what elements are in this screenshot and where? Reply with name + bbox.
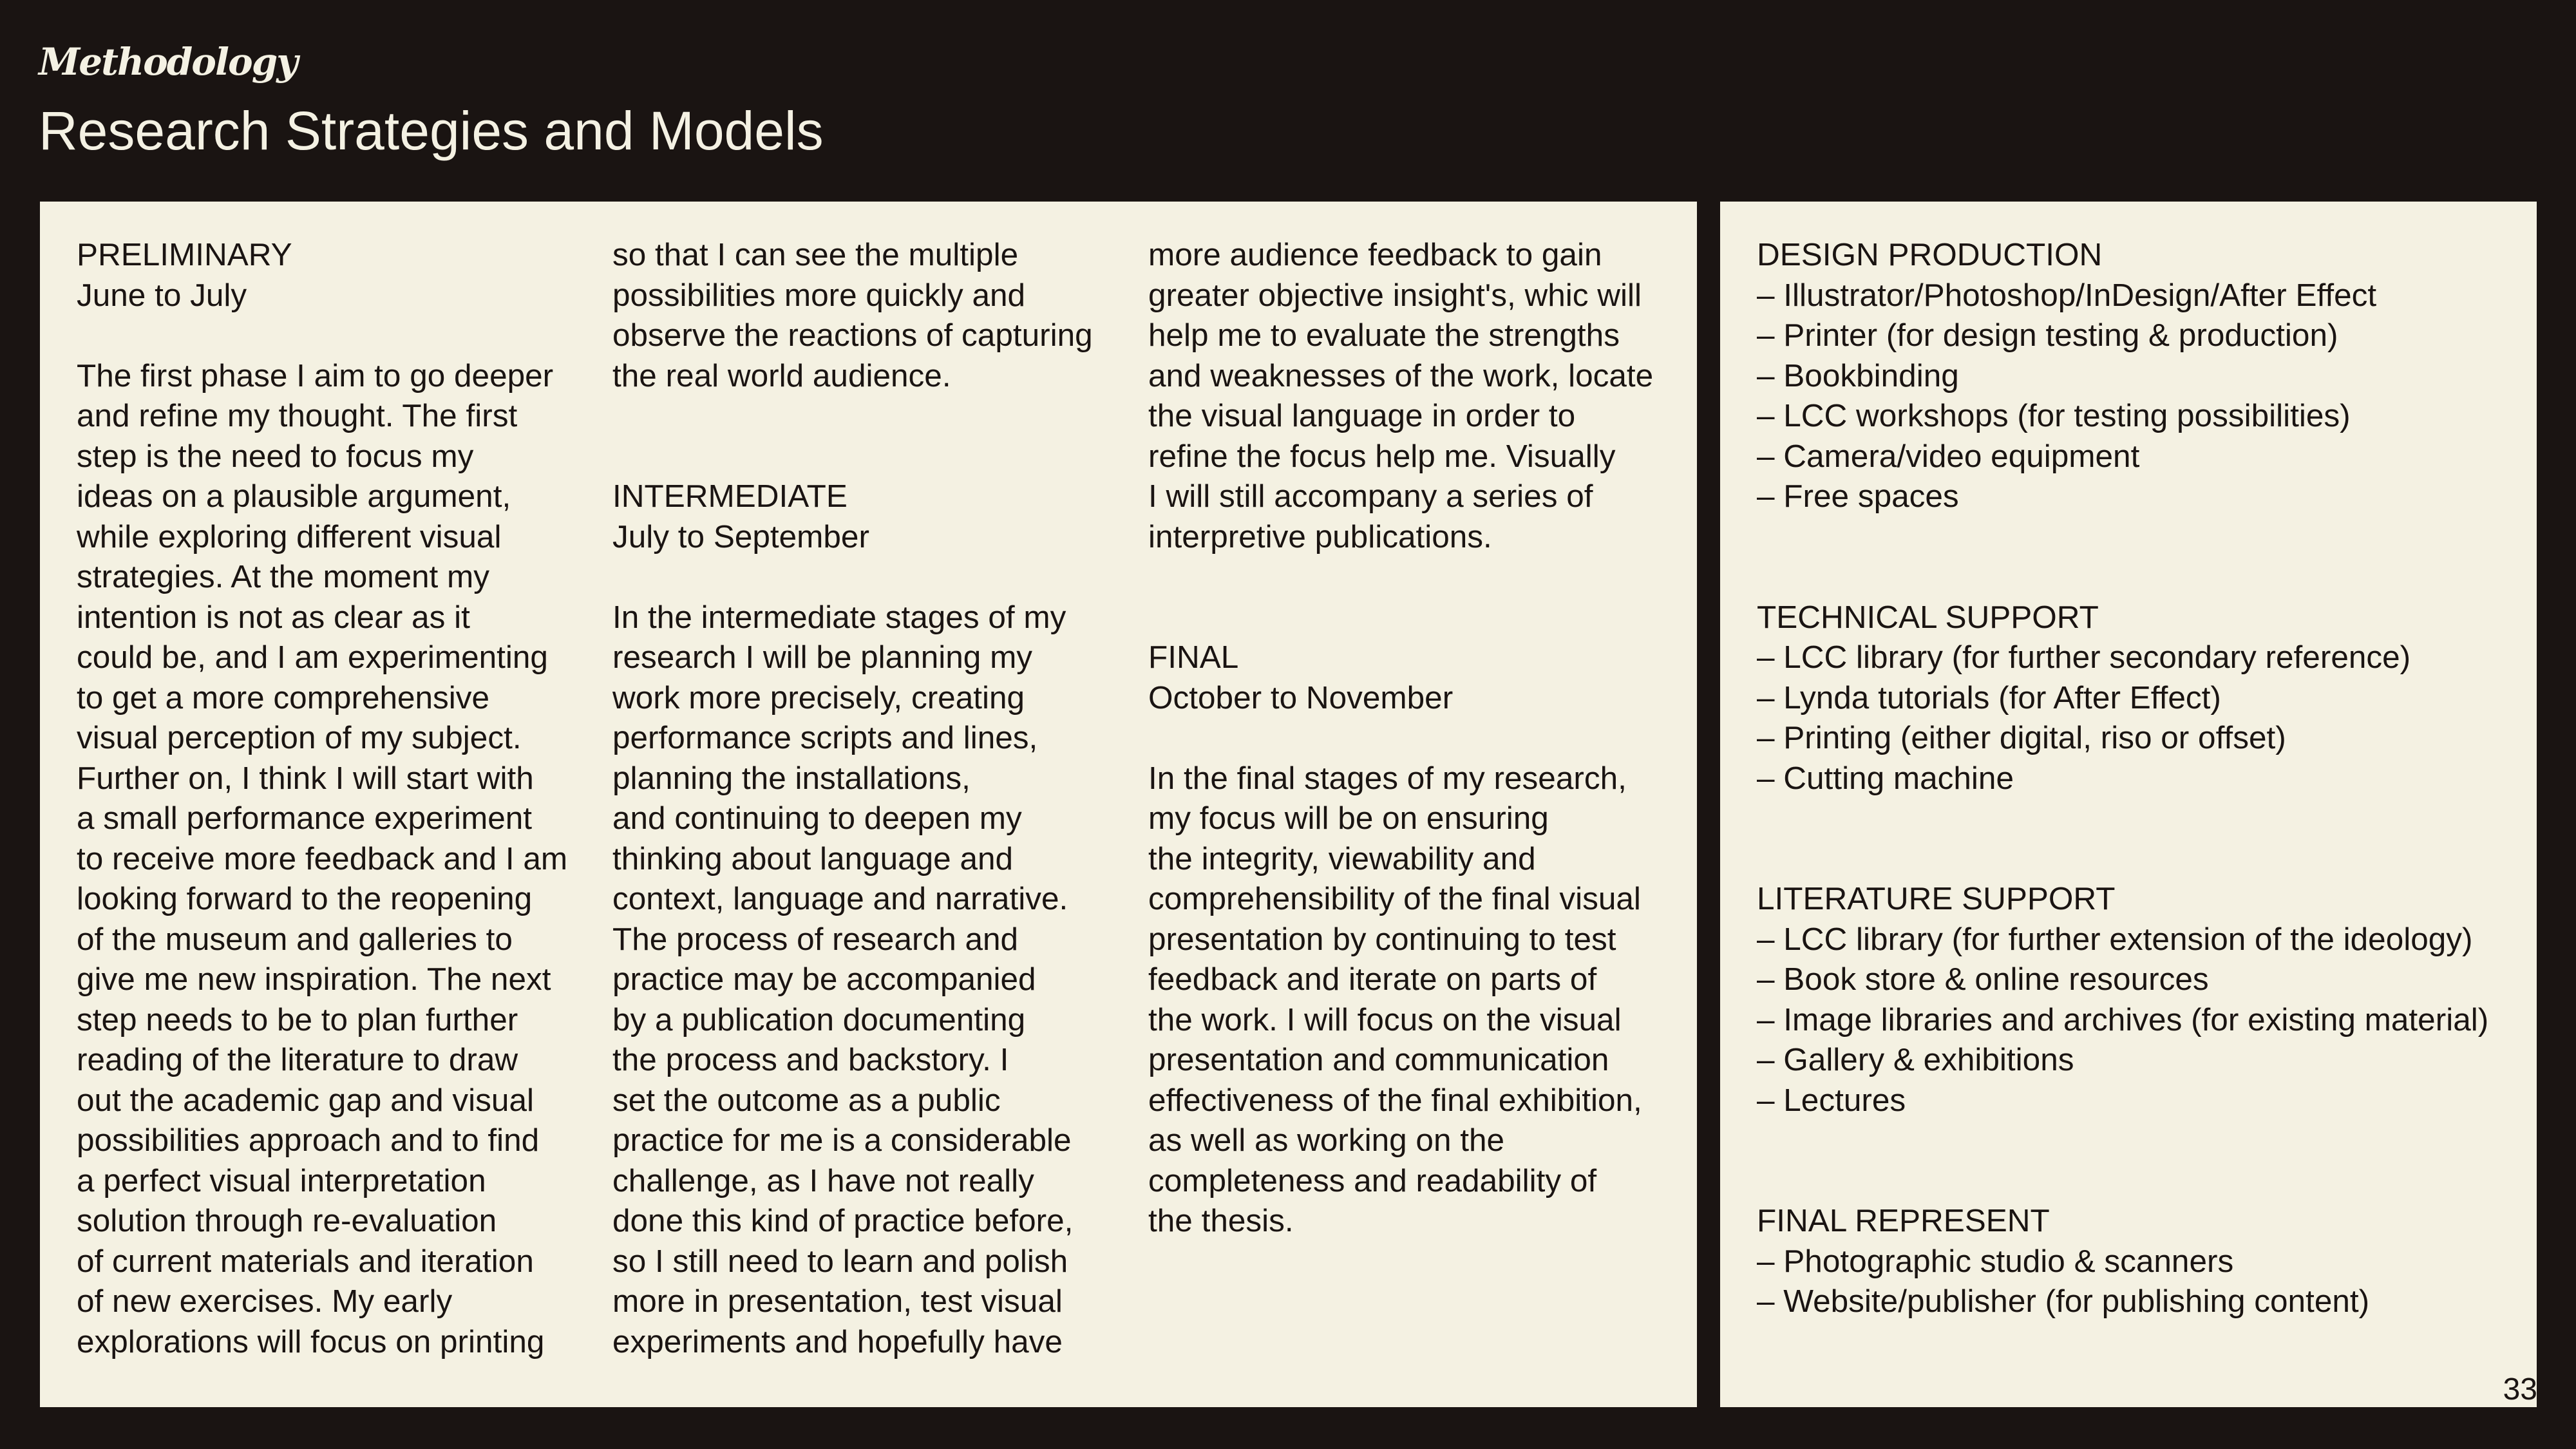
text-line: step needs to be to plan further — [77, 1001, 518, 1037]
text-line: observe the reactions of capturing — [612, 317, 1093, 353]
text-line: context, language and narrative. — [612, 881, 1068, 916]
column-preliminary — [77, 235, 585, 1362]
text-line: so that I can see the multiple — [612, 237, 1019, 272]
list-item: – LCC library (for further secondary reference) — [1757, 639, 2411, 675]
text-line: to receive more feedback and I am — [77, 840, 568, 876]
text-line: performance scripts and lines, — [612, 720, 1038, 755]
methodology-logo: Methodology — [39, 40, 297, 84]
text-line: as well as working on the — [1148, 1122, 1505, 1158]
text-line: the integrity, viewability and — [1148, 840, 1536, 876]
resources-panel — [1720, 202, 2537, 1407]
text-line: possibilities approach and to find — [77, 1122, 540, 1158]
text-line: to get a more comprehensive — [77, 679, 490, 715]
list-item: – Photographic studio & scanners — [1757, 1243, 2234, 1279]
text-line: a perfect visual interpretation — [77, 1162, 486, 1198]
text-line: intention is not as clear as it — [77, 599, 470, 635]
literature-support-heading: LITERATURE SUPPORT — [1757, 881, 2116, 916]
list-item: – Printing (either digital, riso or offset) — [1757, 720, 2286, 755]
text-line: looking forward to the reopening — [77, 881, 533, 916]
final-heading: FINAL — [1148, 639, 1239, 675]
text-line: interpretive publications. — [1148, 518, 1492, 554]
text-line: out the academic gap and visual — [77, 1082, 534, 1118]
text-line: of new exercises. My early — [77, 1283, 453, 1319]
text-line: my focus will be on ensuring — [1148, 800, 1549, 836]
text-line: visual perception of my subject. — [77, 720, 522, 755]
design-production-heading: DESIGN PRODUCTION — [1757, 237, 2103, 272]
list-item: – Book store & online resources — [1757, 961, 2209, 997]
text-line: Further on, I think I will start with — [77, 760, 534, 796]
text-line: thinking about language and — [612, 840, 1014, 876]
resources-column — [1757, 235, 2523, 1322]
text-line: research I will be planning my — [612, 639, 1033, 675]
column-final — [1148, 235, 1676, 1242]
text-line: give me new inspiration. The next — [77, 961, 551, 997]
text-line: strategies. At the moment my — [77, 559, 490, 594]
text-line: help me to evaluate the strengths — [1148, 317, 1620, 353]
list-item: – Lectures — [1757, 1082, 1906, 1118]
text-line: a small performance experiment — [77, 800, 533, 836]
list-item: – Illustrator/Photoshop/InDesign/After Effect — [1757, 277, 2377, 313]
list-item: – LCC workshops (for testing possibilities) — [1757, 398, 2351, 433]
column-intermediate — [612, 235, 1128, 1362]
text-line: The process of research and — [612, 921, 1019, 957]
list-item: – LCC library (for further extension of the ideology) — [1757, 921, 2473, 957]
list-item: – Bookbinding — [1757, 357, 1959, 393]
text-line: The first phase I aim to go deeper — [77, 357, 554, 393]
text-line: work more precisely, creating — [612, 679, 1025, 715]
text-line: by a publication documenting — [612, 1001, 1026, 1037]
text-line: In the intermediate stages of my — [612, 599, 1066, 635]
text-line: feedback and iterate on parts of — [1148, 961, 1597, 997]
text-line: refine the focus help me. Visually — [1148, 438, 1616, 474]
list-item: – Website/publisher (for publishing content) — [1757, 1283, 2370, 1319]
text-line: comprehensibility of the final visual — [1148, 881, 1641, 916]
text-line: of current materials and iteration — [77, 1243, 534, 1279]
page-title: Research Strategies and Models — [39, 100, 824, 161]
list-item: – Free spaces — [1757, 478, 1959, 514]
page-number: 33 — [2503, 1372, 2537, 1406]
text-line: presentation and communication — [1148, 1042, 1609, 1077]
text-line: and weaknesses of the work, locate — [1148, 357, 1654, 393]
final-represent-heading: FINAL REPRESENT — [1757, 1203, 2050, 1238]
text-line: the real world audience. — [612, 357, 951, 393]
text-line: set the outcome as a public — [612, 1082, 1001, 1118]
text-line: the visual language in order to — [1148, 398, 1576, 433]
list-item: – Lynda tutorials (for After Effect) — [1757, 679, 2221, 715]
text-line: of the museum and galleries to — [77, 921, 513, 957]
intermediate-dates: July to September — [612, 518, 869, 554]
list-item: – Printer (for design testing & production) — [1757, 317, 2338, 353]
list-item: – Image libraries and archives (for existing material) — [1757, 1001, 2489, 1037]
text-line: more audience feedback to gain — [1148, 237, 1602, 272]
text-line: and refine my thought. The first — [77, 398, 518, 433]
text-line: greater objective insight's, whic will — [1148, 277, 1642, 313]
preliminary-heading: PRELIMINARY — [77, 237, 292, 272]
timeline-panel — [40, 202, 1697, 1407]
text-line: practice may be accompanied — [612, 961, 1036, 997]
text-line: completeness and readability of — [1148, 1162, 1597, 1198]
text-line: the process and backstory. I — [612, 1042, 1009, 1077]
technical-support-heading: TECHNICAL SUPPORT — [1757, 599, 2099, 635]
text-line: the work. I will focus on the visual — [1148, 1001, 1622, 1037]
text-line: In the final stages of my research, — [1148, 760, 1627, 796]
text-line: solution through re-evaluation — [77, 1203, 497, 1238]
text-line: while exploring different visual — [77, 518, 502, 554]
text-line: I will still accompany a series of — [1148, 478, 1593, 514]
text-line: practice for me is a considerable — [612, 1122, 1072, 1158]
intermediate-heading: INTERMEDIATE — [612, 478, 848, 514]
preliminary-dates: June to July — [77, 277, 247, 313]
text-line: the thesis. — [1148, 1203, 1294, 1238]
text-line: presentation by continuing to test — [1148, 921, 1616, 957]
text-line: could be, and I am experimenting — [77, 639, 548, 675]
text-line: challenge, as I have not really — [612, 1162, 1034, 1198]
text-line: step is the need to focus my — [77, 438, 474, 474]
text-line: possibilities more quickly and — [612, 277, 1026, 313]
text-line: more in presentation, test visual — [612, 1283, 1063, 1319]
list-item: – Cutting machine — [1757, 760, 2014, 796]
text-line: and continuing to deepen my — [612, 800, 1022, 836]
final-dates: October to November — [1148, 679, 1454, 715]
list-item: – Gallery & exhibitions — [1757, 1042, 2074, 1077]
text-line: so I still need to learn and polish — [612, 1243, 1068, 1279]
text-line: reading of the literature to draw — [77, 1042, 518, 1077]
list-item: – Camera/video equipment — [1757, 438, 2140, 474]
text-line: effectiveness of the final exhibition, — [1148, 1082, 1642, 1118]
text-line: ideas on a plausible argument, — [77, 478, 511, 514]
text-line: done this kind of practice before, — [612, 1203, 1074, 1238]
text-line: planning the installations, — [612, 760, 971, 796]
text-line: explorations will focus on printing — [77, 1323, 545, 1359]
text-line: experiments and hopefully have — [612, 1323, 1063, 1359]
